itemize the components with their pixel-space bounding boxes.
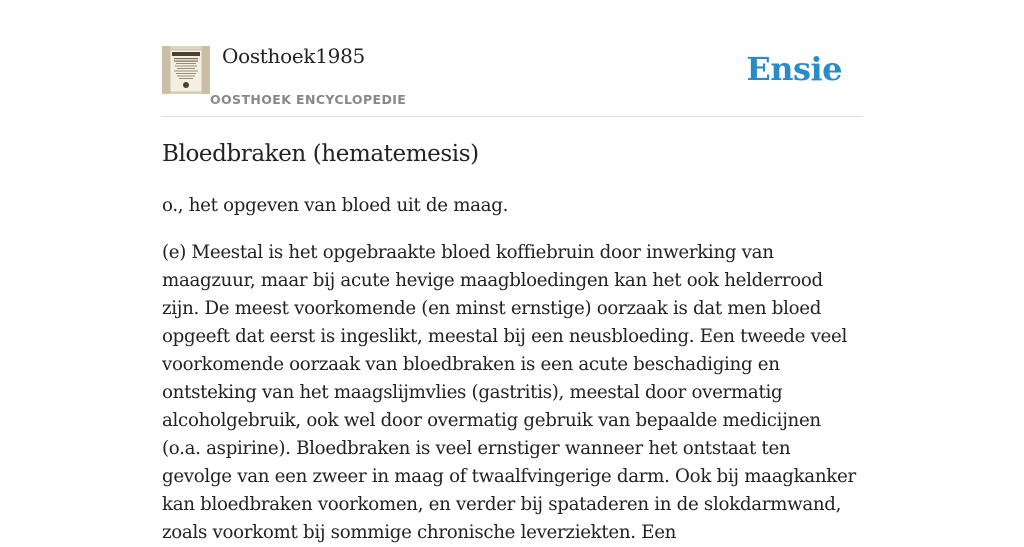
page-title: Bloedbraken (hematemesis) <box>162 141 479 167</box>
site-logo[interactable]: Ensie <box>746 50 842 88</box>
body-text: (e) Meestal is het opgebraakte bloed koffiebruin door inwerking van maagzuur, maar bij acute hevige maagbloedingen kan het ook helderrood zijn. De meest voorkomende (en minst ernstige) oorzaak is dat men bloed opgeeft dat eerst is ingeslikt, meestal bij een neusbloeding. Een tweede veel voorkomende oorzaak van bloedbraken is een acute beschadiging en ontsteking van het maagslijmvlies (gastritis), meestal door overmatig alcoholgebruik, ook wel door overmatig gebruik van bepaalde medicijnen (o.a. aspirine). Bloedbraken is veel ernstiger wanneer het ontstaat ten gevolge van een zweer in maag of twaalfvingerige darm. Ook bij maagkanker kan bloedbraken voorkomen, en verder bij spataderen in de slokdarmwand, zoals voorkomt bij sommige chronische leverziekten. Een <box>162 242 856 543</box>
source-label[interactable]: OOSTHOEK ENCYCLOPEDIE <box>210 92 407 107</box>
encyclopedia-title-page-icon <box>162 46 210 94</box>
definition-text: o., het opgeven van bloed uit de maag. <box>162 195 509 216</box>
article <box>162 138 862 547</box>
author-name[interactable]: Oosthoek1985 <box>222 44 365 68</box>
author-avatar[interactable] <box>162 46 210 94</box>
header <box>162 0 862 117</box>
